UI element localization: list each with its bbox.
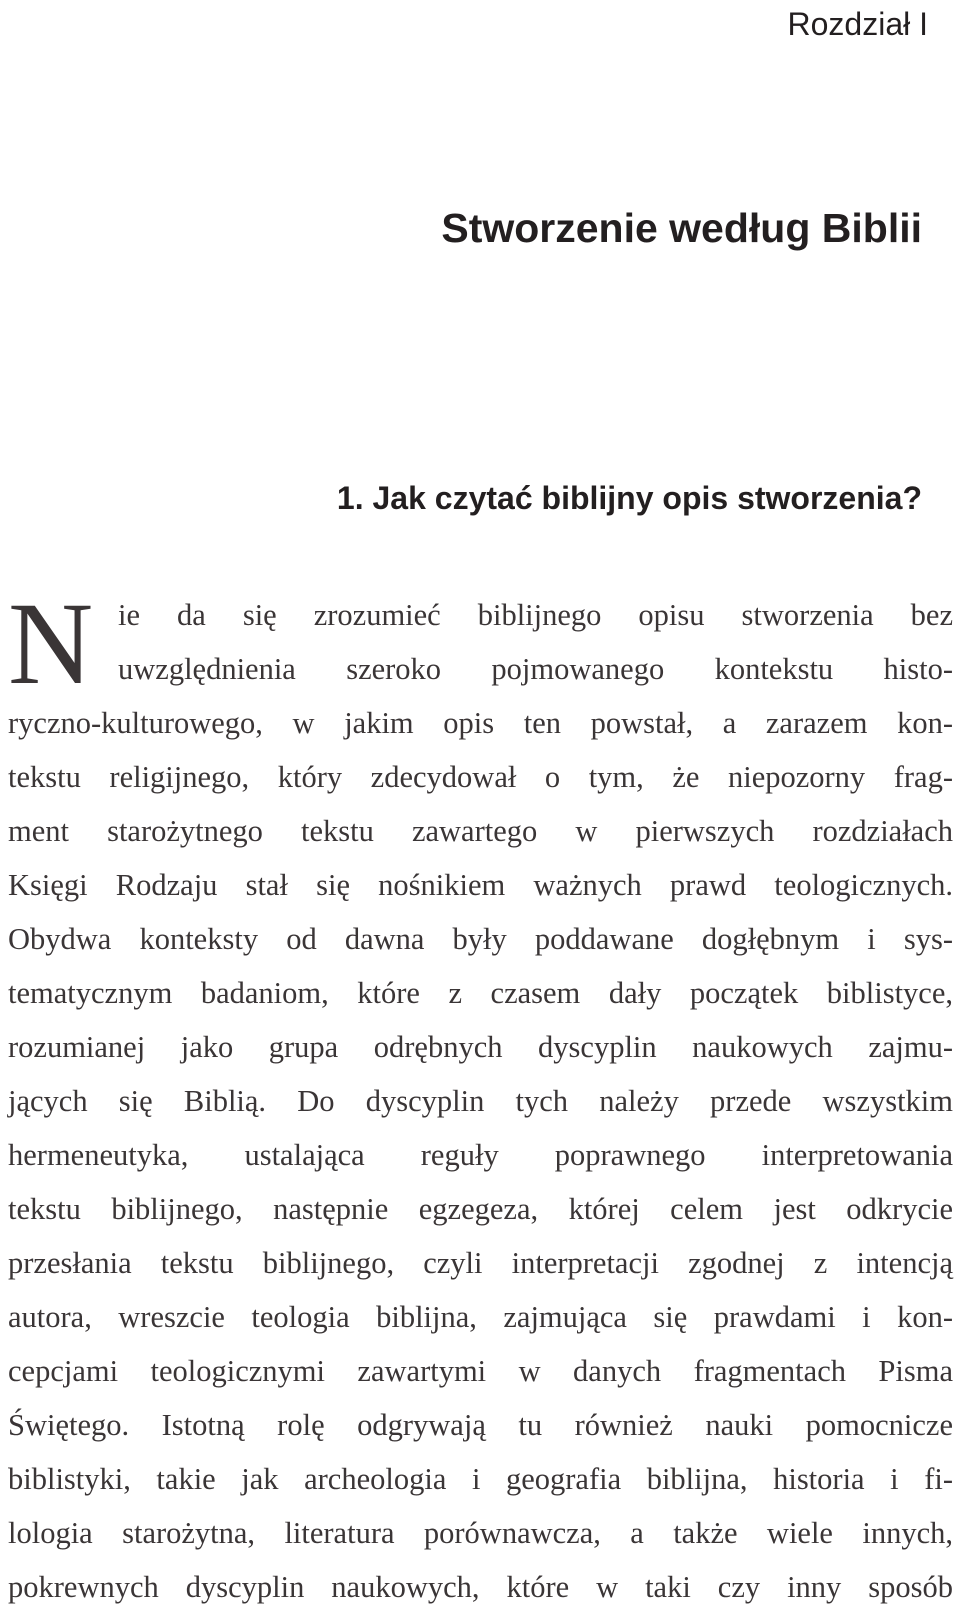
- body-text: [8, 578, 953, 1614]
- text-line: autora, wreszcie teologia biblijna, zajmująca się prawdami i kon-: [8, 1300, 953, 1334]
- text-line: Księgi Rodzaju stał się nośnikiem ważnych prawd teologicznych.: [8, 868, 953, 902]
- chapter-label: Rozdział I: [787, 6, 928, 42]
- text-line: rozumianej jako grupa odrębnych dyscyplin naukowych zajmu-: [8, 1030, 953, 1064]
- text-line: biblistyki, takie jak archeologia i geografia biblijna, historia i fi-: [8, 1462, 953, 1496]
- drop-cap: N: [8, 578, 94, 709]
- text-line: lologia starożytna, literatura porównawcza, a także wiele innych,: [8, 1516, 953, 1550]
- text-line: pokrewnych dyscyplin naukowych, które w taki czy inny sposób: [8, 1570, 953, 1604]
- text-line: ment starożytnego tekstu zawartego w pierwszych rozdziałach: [8, 814, 953, 848]
- text-line: przesłania tekstu biblijnego, czyli interpretacji zgodnej z intencją: [8, 1246, 953, 1280]
- section-title: 1. Jak czytać biblijny opis stworzenia?: [336, 480, 922, 516]
- text-line: tekstu biblijnego, następnie egzegeza, której celem jest odkrycie: [8, 1192, 953, 1226]
- text-line: cepcjami teologicznymi zawartymi w danych fragmentach Pisma: [8, 1354, 953, 1388]
- text-line: jących się Biblią. Do dyscyplin tych należy przede wszystkim: [8, 1084, 953, 1118]
- text-line: Obydwa konteksty od dawna były poddawane dogłębnym i sys-: [8, 922, 953, 956]
- text-line: hermeneutyka, ustalająca reguły poprawnego interpretowania: [8, 1138, 953, 1172]
- text-line: tekstu religijnego, który zdecydował o tym, że niepozorny frag-: [8, 760, 953, 794]
- text-line: tematycznym badaniom, które z czasem dały początek biblistyce,: [8, 976, 953, 1010]
- text-line: Świętego. Istotną rolę odgrywają tu również nauki pomocnicze: [8, 1408, 953, 1442]
- text-line: ryczno-kulturowego, w jakim opis ten powstał, a zarazem kon-: [8, 706, 953, 740]
- text-line: uwzględnienia szeroko pojmowanego kontekstu histo-: [118, 652, 953, 686]
- text-line: ie da się zrozumieć biblijnego opisu stworzenia bez: [118, 598, 953, 632]
- chapter-title: Stworzenie według Biblii: [441, 205, 922, 251]
